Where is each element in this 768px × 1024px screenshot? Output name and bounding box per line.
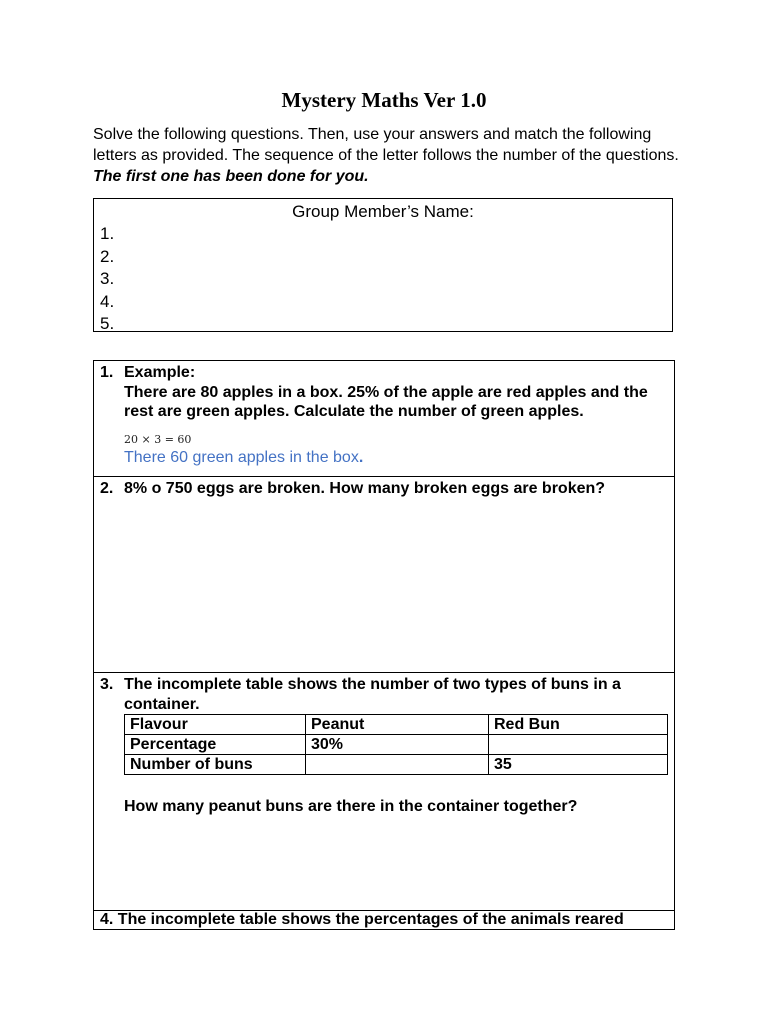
question-1 xyxy=(94,361,674,477)
question-text: There are 80 apples in a box. 25% of the apple are red apples and the rest are green apples. Calculate the number of green apples. xyxy=(124,383,648,420)
calculation: 20 × 3 = 60 xyxy=(124,432,192,446)
group-members-list xyxy=(94,223,672,336)
group-members-box xyxy=(93,198,673,332)
question-label: Example: xyxy=(124,364,196,381)
table-cell[interactable] xyxy=(306,755,489,775)
table-row xyxy=(125,715,668,735)
member-line[interactable]: 3. xyxy=(100,269,115,288)
question-4 xyxy=(94,911,674,929)
instructions-emphasis: The first one has been done for you. xyxy=(93,168,369,185)
table-cell: Flavour xyxy=(125,715,306,735)
instructions xyxy=(93,124,683,187)
table-row xyxy=(125,735,668,755)
example-answer-text: There 60 green apples in the box xyxy=(124,448,359,466)
member-line[interactable]: 1. xyxy=(100,224,115,243)
question-number: 3. xyxy=(100,676,114,693)
question-text: 4. The incomplete table shows the percentages of the animals reared xyxy=(100,911,624,928)
questions-table xyxy=(93,360,675,930)
table-cell: Red Bun xyxy=(489,715,668,735)
question-2[interactable] xyxy=(94,477,674,673)
example-answer-period: . xyxy=(358,448,364,466)
question-number: 2. xyxy=(100,480,114,497)
table-cell: Percentage xyxy=(125,735,306,755)
question-text: 8% o 750 eggs are broken. How many broken eggs are broken? xyxy=(124,480,606,497)
instructions-text: Solve the following questions. Then, use your answers and match the following letters as provided. The sequence of the letter follows the number of the questions. xyxy=(93,126,679,164)
table-cell: Number of buns xyxy=(125,755,306,775)
table-cell[interactable] xyxy=(489,735,668,755)
table-row xyxy=(125,755,668,775)
group-members-heading: Group Member’s Name: xyxy=(292,202,474,221)
member-line[interactable]: 4. xyxy=(100,291,115,311)
question-3[interactable] xyxy=(94,673,674,911)
question-text: The incomplete table shows the number of two types of buns in a container. xyxy=(124,676,621,713)
table-cell: 30% xyxy=(306,735,489,755)
buns-table xyxy=(124,714,668,775)
table-cell: Peanut xyxy=(306,715,489,735)
question-followup: How many peanut buns are there in the container together? xyxy=(124,798,578,815)
page-title: Mystery Maths Ver 1.0 xyxy=(281,88,487,112)
member-line[interactable]: 2. xyxy=(100,246,115,266)
member-line[interactable]: 5. xyxy=(100,314,115,333)
question-number: 1. xyxy=(100,364,114,381)
example-answer xyxy=(100,448,668,468)
table-cell: 35 xyxy=(489,755,668,775)
